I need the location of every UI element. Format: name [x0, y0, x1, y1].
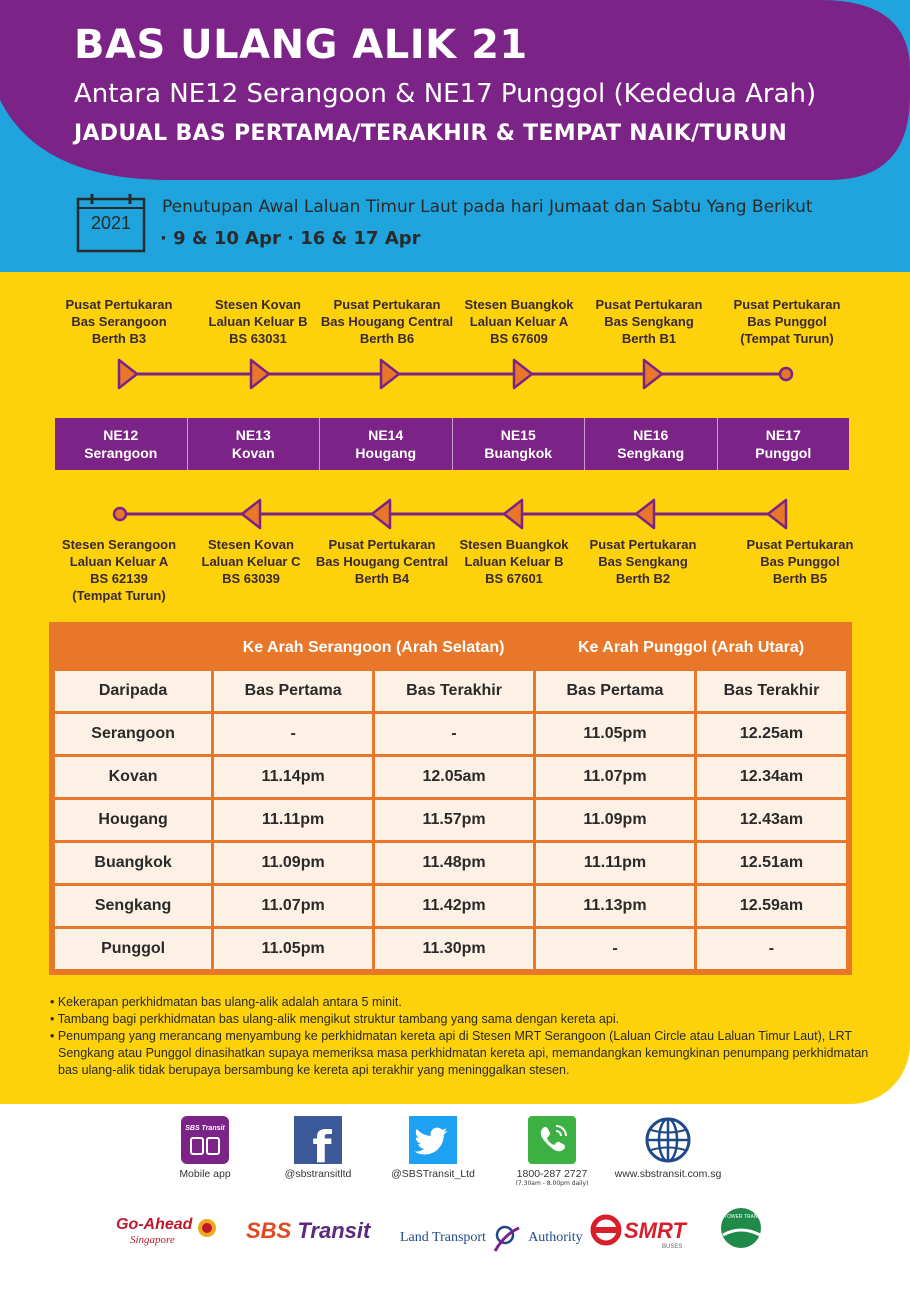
phone-hours: (7.30am - 8.00pm daily)	[515, 1180, 589, 1187]
svg-text:f: f	[312, 1122, 332, 1164]
stop-label-south: Pusat Pertukaran Bas Punggol Berth B5	[746, 537, 854, 586]
calendar-year: 2021	[90, 213, 132, 233]
website-link[interactable]	[608, 1116, 728, 1180]
notes	[50, 994, 890, 1079]
note-item: • Kekerapan perkhidmatan bas ulang-alik adalah antara 5 minit.	[50, 995, 402, 1009]
timetable	[49, 622, 852, 975]
svg-text:BUSES: BUSES	[662, 1244, 683, 1250]
sbs-app-icon	[181, 1116, 229, 1164]
phone-icon	[528, 1116, 576, 1164]
stop-label-south: Pusat Pertukaran Bas Hougang Central Berth B4	[315, 537, 449, 586]
schedule-heading: JADUAL BAS PERTAMA/TERAKHIR & TEMPAT NAIK/TURUN	[74, 121, 788, 146]
twitter-label: @SBSTransit_Ltd	[391, 1168, 475, 1180]
station-ne12: NE12 Serangoon	[55, 418, 188, 470]
col-south-last-header: Bas Terakhir	[375, 671, 533, 711]
northbound-route-line	[0, 356, 910, 396]
station-ne17: NE17 Punggol	[718, 418, 850, 470]
twitter-icon	[409, 1116, 457, 1164]
phone-link[interactable]	[507, 1116, 597, 1187]
header-banner	[0, 0, 910, 272]
closure-dates: · 9 & 10 Apr · 16 & 17 Apr	[160, 228, 421, 249]
go-ahead-logo: Go-Ahead Singapore	[116, 1216, 192, 1246]
twitter-link[interactable]	[383, 1116, 483, 1180]
stop-label-north: Stesen Buangkok Laluan Keluar A BS 67609	[464, 297, 574, 346]
table-row: Punggol 11.05pm 11.30pm - -	[55, 929, 846, 969]
page-title: BAS ULANG ALIK 21	[74, 22, 528, 68]
stop-label-south: Stesen Serangoon Laluan Keluar A BS 62139 (Tempat Turun)	[61, 537, 177, 603]
station-ne13: NE13 Kovan	[188, 418, 321, 470]
col-from-header: Daripada	[55, 671, 211, 711]
mobile-app-link[interactable]	[172, 1116, 238, 1180]
table-header-empty	[55, 628, 211, 668]
note-item: • Penumpang yang merancang menyambung ke perkhidmatan kereta api di Stesen MRT Serangoon (Laluan Circle atau Laluan Timur Laut), LRT Sengkang atau Punggol dinasihatkan supaya memeriksa masa perkhidmatan kereta api, memandangkan kemungkinan penumpang perkhidmatan bas ulang-alik tidak berupaya bersambung ke kereta api terakhir yang meninggalkan stesen.	[50, 1029, 869, 1077]
facebook-label: @sbstransitltd	[284, 1168, 352, 1180]
website-label: www.sbstransit.com.sg	[614, 1168, 722, 1180]
direction-south-header: Ke Arah Serangoon (Arah Selatan)	[214, 628, 533, 668]
calendar-icon	[76, 193, 146, 253]
stop-label-north: Pusat Pertukaran Bas Sengkang Berth B1	[595, 297, 703, 346]
station-bar	[55, 418, 849, 470]
stop-label-north: Pusat Pertukaran Bas Serangoon Berth B3	[65, 297, 173, 346]
note-item: • Tambang bagi perkhidmatan bas ulang-alik mengikut struktur tambang yang sama dengan kereta api.	[50, 1012, 620, 1026]
route-section	[0, 272, 910, 1104]
smrt-logo	[590, 1214, 692, 1254]
southbound-route-line	[0, 496, 910, 536]
stop-label-north: Pusat Pertukaran Bas Hougang Central Berth B6	[320, 297, 454, 346]
col-north-first-header: Bas Pertama	[536, 671, 694, 711]
stop-label-north: Stesen Kovan Laluan Keluar B BS 63031	[208, 297, 308, 346]
mobile-app-label: Mobile app	[179, 1168, 231, 1180]
stop-label-south: Stesen Buangkok Laluan Keluar B BS 67601	[459, 537, 569, 586]
svg-text:SBS Transit: SBS Transit	[185, 1125, 225, 1132]
lta-emblem-icon	[491, 1224, 523, 1252]
table-row: Hougang 11.11pm 11.57pm 11.09pm 12.43am	[55, 800, 846, 840]
station-ne15: NE15 Buangkok	[453, 418, 586, 470]
page-subtitle: Antara NE12 Serangoon & NE17 Punggol (Kededua Arah)	[74, 79, 817, 109]
col-north-last-header: Bas Terakhir	[697, 671, 846, 711]
svg-text:TOWER TRANSIT: TOWER TRANSIT	[724, 1214, 766, 1220]
globe-icon	[644, 1116, 692, 1164]
facebook-icon	[294, 1116, 342, 1164]
station-ne14: NE14 Hougang	[320, 418, 453, 470]
station-ne16: NE16 Sengkang	[585, 418, 718, 470]
table-row: Buangkok 11.09pm 11.48pm 11.11pm 12.51am	[55, 843, 846, 883]
svg-text:SMRT: SMRT	[624, 1218, 686, 1243]
stop-label-south: Stesen Kovan Laluan Keluar C BS 63039	[201, 537, 301, 586]
stop-label-north: Pusat Pertukaran Bas Punggol (Tempat Turun)	[733, 297, 841, 346]
table-row: Serangoon - - 11.05pm 12.25am	[55, 714, 846, 754]
phone-label: 1800-287 2727	[516, 1168, 588, 1180]
closure-notice: Penutupan Awal Laluan Timur Laut pada hari Jumaat dan Sabtu Yang Berikut	[162, 197, 813, 217]
facebook-link[interactable]	[278, 1116, 358, 1180]
direction-north-header: Ke Arah Punggol (Arah Utara)	[536, 628, 846, 668]
stop-label-south: Pusat Pertukaran Bas Sengkang Berth B2	[589, 537, 697, 586]
lion-icon	[196, 1216, 218, 1244]
lta-logo: Land Transport Authority	[400, 1224, 583, 1252]
tower-transit-logo	[720, 1207, 790, 1255]
sbs-transit-logo: SBS Transit	[246, 1218, 371, 1243]
table-row: Sengkang 11.07pm 11.42pm 11.13pm 12.59am	[55, 886, 846, 926]
col-south-first-header: Bas Pertama	[214, 671, 372, 711]
table-row: Kovan 11.14pm 12.05am 11.07pm 12.34am	[55, 757, 846, 797]
